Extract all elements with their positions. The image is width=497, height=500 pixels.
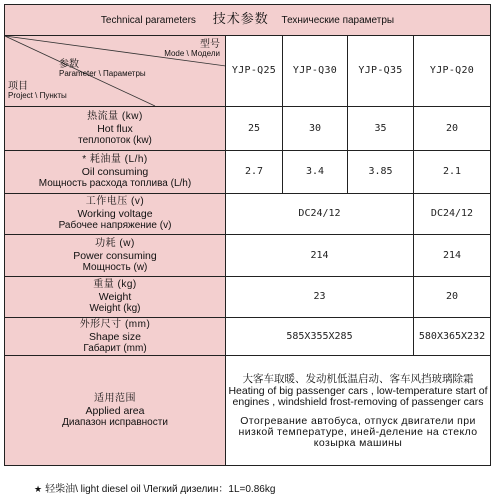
model-col-4: YJP-Q20 — [414, 36, 491, 107]
corner-parameter-label: 参数 Parameter \ Параметры — [59, 59, 146, 78]
row-applied-area — [5, 356, 491, 466]
row-working-voltage — [5, 194, 491, 235]
weight-q20: 20 — [414, 277, 491, 318]
star-icon: ★ — [34, 484, 43, 494]
spec-table — [4, 4, 491, 466]
applied-text-cn: 大客车取暖、发动机低温启动、客车风挡玻璃除霜 — [242, 372, 474, 385]
oil-q35: 3.85 — [348, 151, 414, 194]
label-shape-size: 外形尺寸 (mm) Shape size Габарит (mm) — [5, 318, 226, 356]
row-power-consuming — [5, 235, 491, 277]
model-header-row — [5, 36, 491, 107]
row-weight — [5, 277, 491, 318]
label-weight: 重量 (kg) Weight Weight (kg) — [5, 277, 226, 318]
weight-main: 23 — [226, 277, 414, 318]
row-oil-consuming — [5, 151, 491, 194]
table-title — [5, 5, 491, 36]
voltage-main: DC24/12 — [226, 194, 414, 235]
footnote-text: 轻柴油\ light diesel oil \Легкий дизелин：1L=0.86kg — [45, 484, 276, 495]
model-col-2: YJP-Q30 — [283, 36, 348, 107]
footnote — [34, 480, 275, 495]
title-en: Technical parameters — [100, 15, 196, 26]
table-title-row — [5, 5, 491, 36]
row-shape-size — [5, 318, 491, 356]
applied-text-en: Heating of big passenger cars , low-temperature start of engines , windshield frost-removing of passenger cars — [228, 384, 488, 408]
corner-model-label: 型号 Mode \ Модели — [164, 39, 220, 58]
power-q20: 214 — [414, 235, 491, 277]
shape-q20: 580X365X232 — [414, 318, 491, 356]
heat-flux-q35: 35 — [348, 107, 414, 151]
oil-q30: 3.4 — [283, 151, 348, 194]
title-cn: 技术参数 — [212, 11, 269, 26]
model-col-3: YJP-Q35 — [348, 36, 414, 107]
corner-diagonal-cell — [5, 36, 226, 107]
heat-flux-q25: 25 — [226, 107, 283, 151]
oil-q20: 2.1 — [414, 151, 491, 194]
heat-flux-q20: 20 — [414, 107, 491, 151]
label-power-consuming: 功耗 (w) Power consuming Мощность (w) — [5, 235, 226, 277]
applied-text-ru: Отогревание автобуса, отпуск двигатели при низкой температуре, иней-деление на стекло козырка машины — [238, 414, 478, 449]
row-heat-flux — [5, 107, 491, 151]
corner-project-label: 项目 Project \ Пункты — [8, 81, 67, 100]
power-main: 214 — [226, 235, 414, 277]
voltage-q20: DC24/12 — [414, 194, 491, 235]
label-oil-consuming: * 耗油量 (L/h) Oil consuming Мощность расхода топлива (L/h) — [5, 151, 226, 194]
shape-main: 585X355X285 — [226, 318, 414, 356]
label-working-voltage: 工作电压 (v) Working voltage Рабочее напряжение (v) — [5, 194, 226, 235]
model-col-1: YJP-Q25 — [226, 36, 283, 107]
applied-area-text — [226, 356, 491, 466]
title-ru: Технические параметры — [281, 15, 395, 26]
oil-q25: 2.7 — [226, 151, 283, 194]
label-applied-area: 适用范围 Applied area Диапазон исправности — [5, 356, 226, 466]
label-heat-flux: 热流量 (kw) Hot flux теплопоток (kw) — [5, 107, 226, 151]
heat-flux-q30: 30 — [283, 107, 348, 151]
